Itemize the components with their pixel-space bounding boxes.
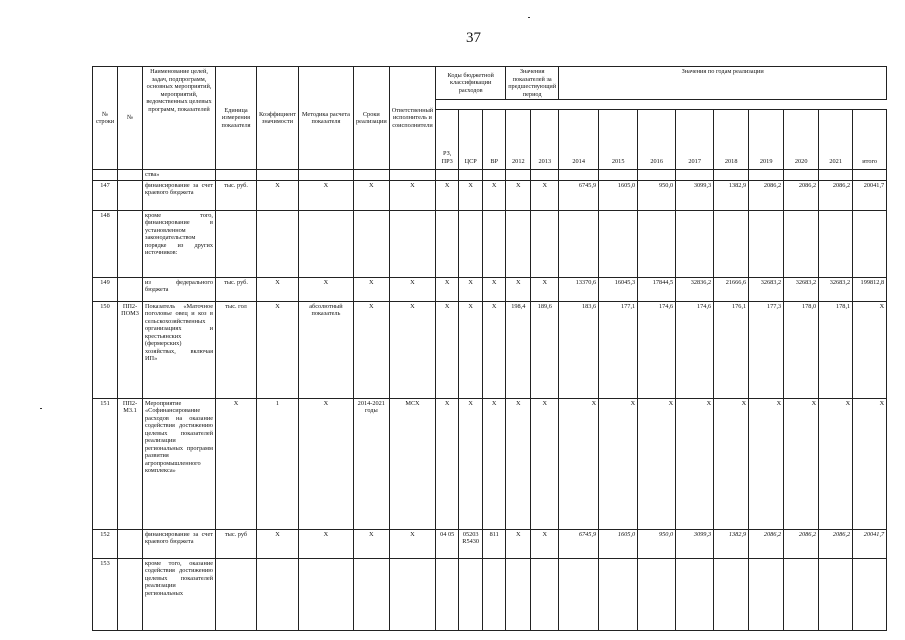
header-year-2015: 2015 [599,110,638,170]
header-number: № [118,67,143,170]
year-2012-cell: X [506,277,531,301]
year-value-cell: 17844,5 [638,277,676,301]
header-responsible: Ответственный исполнитель и соисполнители [389,67,435,170]
responsible-cell [389,558,435,630]
vr-cell [483,558,506,630]
coefficient-cell: X [257,301,299,398]
vr-cell: 811 [483,529,506,558]
year-value-cell [599,170,638,181]
csr-cell [459,210,483,277]
number-cell [118,558,143,630]
year-value-cell: 32683,2 [784,277,819,301]
header-unit: Единица измерения показателя [216,67,257,170]
year-value-cell [819,170,853,181]
rz-cell: X [436,301,459,398]
term-cell: X [353,529,389,558]
table-row [93,210,887,277]
year-value-cell: X [676,398,714,529]
year-value-cell [676,558,714,630]
table-row [93,558,887,630]
year-value-cell: 1382,9 [714,180,749,210]
rz-cell [436,170,459,181]
scan-speck [40,408,42,409]
year-value-cell: 174,6 [676,301,714,398]
header-coefficient: Коэффициент значимости [257,67,299,170]
year-2012-cell [506,558,531,630]
header-year-2016: 2016 [638,110,676,170]
year-value-cell [749,210,784,277]
year-value-cell [819,210,853,277]
unit-cell: тыс. руб. [216,277,257,301]
year-2012-cell: X [506,529,531,558]
row-number-cell: 148 [93,210,118,277]
row-number-cell: 151 [93,398,118,529]
vr-cell [483,210,506,277]
csr-cell: X [459,301,483,398]
header-term: Сроки реализации [353,67,389,170]
year-value-cell: 176,1 [714,301,749,398]
total-cell [853,558,887,630]
vr-cell: X [483,301,506,398]
year-value-cell: 16045,3 [599,277,638,301]
year-value-cell: 32683,2 [819,277,853,301]
name-cell: кроме того, оказание содействия достижению целевых показателей реализации региональных [143,558,216,630]
vr-cell [483,170,506,181]
total-cell [853,170,887,181]
year-value-cell [559,210,599,277]
year-value-cell: 177,1 [599,301,638,398]
year-value-cell: 1605,0 [599,180,638,210]
term-cell [353,558,389,630]
year-value-cell [676,210,714,277]
year-value-cell [784,558,819,630]
year-value-cell: 6745,9 [559,180,599,210]
year-2012-cell: X [506,398,531,529]
year-value-cell [714,210,749,277]
csr-cell: 05203 R5430 [459,529,483,558]
total-cell: 20041,7 [853,529,887,558]
header-year-2020: 2020 [784,110,819,170]
year-value-cell [638,558,676,630]
rz-cell [436,558,459,630]
method-cell: X [298,398,353,529]
year-value-cell: X [784,398,819,529]
year-value-cell [714,558,749,630]
header-year-2014: 2014 [559,110,599,170]
total-cell: X [853,398,887,529]
row-number-cell: 152 [93,529,118,558]
number-cell [118,277,143,301]
number-cell [118,170,143,181]
table-body [93,170,887,631]
unit-cell: тыс. руб [216,529,257,558]
table-header [93,67,887,170]
total-cell: X [853,301,887,398]
year-value-cell [599,210,638,277]
vr-cell: X [483,277,506,301]
year-value-cell [559,170,599,181]
header-years-group: Значения по годам реализации [559,67,887,100]
responsible-cell [389,210,435,277]
year-2013-cell: X [531,398,559,529]
year-value-cell: X [749,398,784,529]
year-value-cell: 2086,2 [784,180,819,210]
year-value-cell: 2086,2 [749,180,784,210]
header-budget-codes: Коды бюджетной классификации расходов [436,67,506,100]
rz-cell [436,210,459,277]
year-value-cell [819,558,853,630]
year-value-cell: 13370,6 [559,277,599,301]
coefficient-cell: X [257,180,299,210]
responsible-cell: МСХ [389,398,435,529]
method-cell [298,170,353,181]
header-year-2012: 2012 [506,110,531,170]
unit-cell [216,558,257,630]
year-2013-cell [531,210,559,277]
unit-cell: тыс. гол [216,301,257,398]
method-cell [298,558,353,630]
year-value-cell: 3099,3 [676,180,714,210]
year-2012-cell: X [506,180,531,210]
csr-cell [459,558,483,630]
rz-cell: 04 05 [436,529,459,558]
name-cell: Мероприятие «Софинансирование расходов на оказание содействия достижению целевых показателей реализации региональных программ развития агропромышленного комплекса» [143,398,216,529]
method-cell: абсолютный показатель [298,301,353,398]
year-value-cell [638,170,676,181]
total-cell [853,210,887,277]
rz-cell: X [436,277,459,301]
coefficient-cell: X [257,529,299,558]
year-value-cell [599,558,638,630]
year-value-cell: 6745,9 [559,529,599,558]
year-value-cell [714,170,749,181]
name-cell: кроме того, финансирование в установленном законодательством порядке из других источников: [143,210,216,277]
header-year-2021: 2021 [819,110,853,170]
row-number-cell: 150 [93,301,118,398]
year-value-cell: 178,1 [819,301,853,398]
term-cell: X [353,301,389,398]
rz-cell: X [436,180,459,210]
number-cell [118,210,143,277]
number-cell: ПП2-ПОМ3 [118,301,143,398]
number-cell: ПП2-М3.1 [118,398,143,529]
year-value-cell [749,170,784,181]
year-2013-cell: X [531,180,559,210]
year-value-cell: X [714,398,749,529]
year-value-cell: 177,3 [749,301,784,398]
table-row [93,301,887,398]
year-value-cell: X [599,398,638,529]
csr-cell: X [459,277,483,301]
year-value-cell: X [559,398,599,529]
row-number-cell: 147 [93,180,118,210]
header-name: Наименование целей, задач, подпрограмм, основных мероприятий, мероприятий, ведомственных целевых программ, показателей [143,67,216,170]
year-value-cell [559,558,599,630]
year-value-cell: 21666,6 [714,277,749,301]
scan-speck [528,17,530,18]
year-2012-cell: 198,4 [506,301,531,398]
rz-cell: X [436,398,459,529]
table-row [93,529,887,558]
header-row-number: № строки [93,67,118,170]
year-value-cell: 950,0 [638,180,676,210]
name-cell: из федерального бюджета [143,277,216,301]
header-year-2018: 2018 [714,110,749,170]
year-value-cell [784,210,819,277]
responsible-cell: X [389,529,435,558]
method-cell [298,210,353,277]
term-cell [353,210,389,277]
name-cell: финансирование за счет краевого бюджета [143,180,216,210]
header-year-2017: 2017 [676,110,714,170]
number-cell [118,529,143,558]
row-number-cell [93,170,118,181]
header-year-2019: 2019 [749,110,784,170]
year-value-cell: 3099,3 [676,529,714,558]
year-value-cell: 2086,2 [819,529,853,558]
year-value-cell: 2086,2 [749,529,784,558]
responsible-cell: X [389,277,435,301]
method-cell: X [298,277,353,301]
vr-cell: X [483,398,506,529]
coefficient-cell: 1 [257,398,299,529]
csr-cell: X [459,180,483,210]
year-value-cell: 178,0 [784,301,819,398]
row-number-cell: 153 [93,558,118,630]
year-value-cell: 1605,0 [599,529,638,558]
year-value-cell [638,210,676,277]
year-2013-cell: X [531,529,559,558]
csr-cell [459,170,483,181]
year-2013-cell [531,558,559,630]
total-cell: 20041,7 [853,180,887,210]
method-cell: X [298,180,353,210]
year-2012-cell [506,210,531,277]
name-cell: Показатель «Маточное поголовье овец и коз в сельскохозяйственных организациях и крестьянских (фермерских) хозяйствах, включая ИП» [143,301,216,398]
header-total: итого [853,110,887,170]
table-row [93,170,887,181]
header-prior-period: Значения показателей за предшествующий период [506,67,559,100]
year-value-cell [784,170,819,181]
year-value-cell: 2086,2 [784,529,819,558]
responsible-cell: X [389,301,435,398]
csr-cell: X [459,398,483,529]
term-cell: X [353,277,389,301]
header-year-2013: 2013 [531,110,559,170]
year-value-cell [749,558,784,630]
header-csr: ЦСР [459,110,483,170]
year-value-cell [676,170,714,181]
term-cell: 2014-2021 годы [353,398,389,529]
year-value-cell: X [638,398,676,529]
header-vr: ВР [483,110,506,170]
year-2013-cell: 189,6 [531,301,559,398]
responsible-cell [389,170,435,181]
year-value-cell: X [819,398,853,529]
coefficient-cell [257,170,299,181]
table-row [93,277,887,301]
name-cell: ства» [143,170,216,181]
header-method: Методика расчета показателя [298,67,353,170]
year-value-cell: 174,6 [638,301,676,398]
vr-cell: X [483,180,506,210]
term-cell [353,170,389,181]
year-value-cell: 32836,2 [676,277,714,301]
number-cell [118,180,143,210]
unit-cell [216,210,257,277]
unit-cell: X [216,398,257,529]
total-cell: 199812,8 [853,277,887,301]
year-value-cell: 32683,2 [749,277,784,301]
unit-cell [216,170,257,181]
term-cell: X [353,180,389,210]
year-value-cell: 183,6 [559,301,599,398]
indicators-table [92,66,887,631]
year-value-cell: 950,0 [638,529,676,558]
year-2013-cell: X [531,277,559,301]
responsible-cell: X [389,180,435,210]
year-2013-cell [531,170,559,181]
unit-cell: тыс. руб. [216,180,257,210]
method-cell: X [298,529,353,558]
coefficient-cell: X [257,277,299,301]
coefficient-cell [257,210,299,277]
year-value-cell: 2086,2 [819,180,853,210]
coefficient-cell [257,558,299,630]
table-row [93,398,887,529]
name-cell: финансирование за счет краевого бюджета [143,529,216,558]
year-2012-cell [506,170,531,181]
header-rz: РЗ, ПР3 [436,110,459,170]
year-value-cell: 1382,9 [714,529,749,558]
page-number: 37 [466,30,481,46]
table-row [93,180,887,210]
row-number-cell: 149 [93,277,118,301]
